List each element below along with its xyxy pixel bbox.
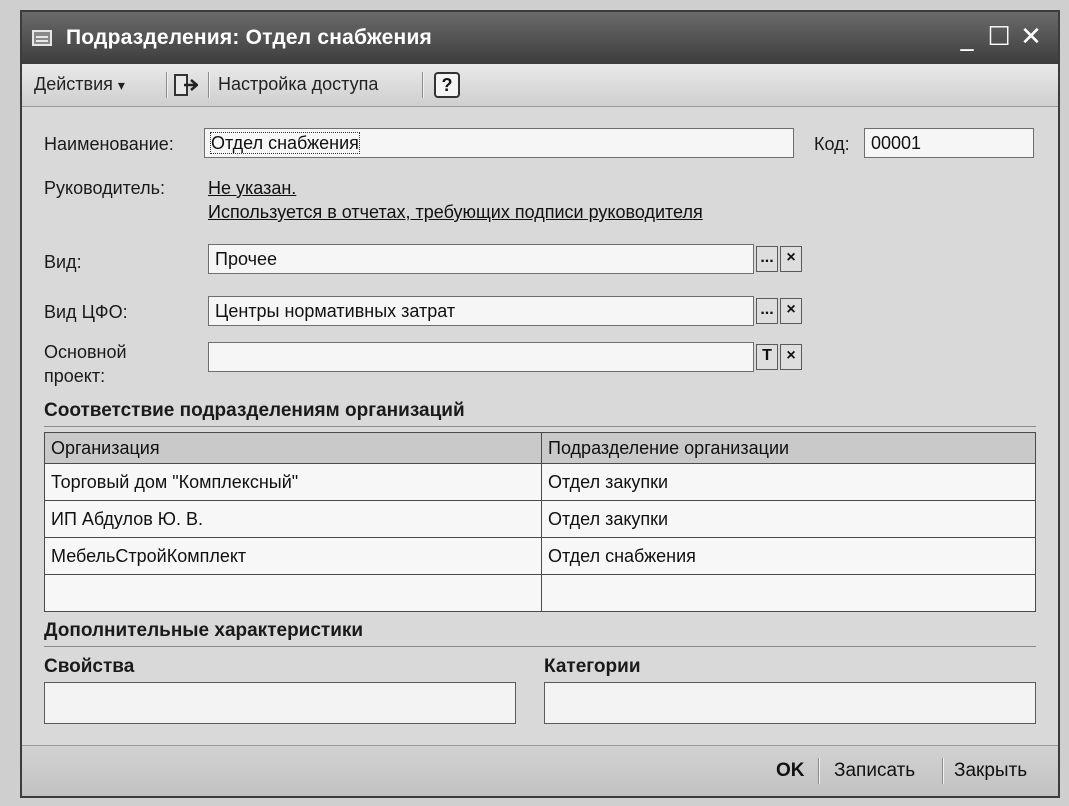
cfo-clear-button[interactable]: × [780, 298, 802, 324]
column-header-organization[interactable]: Организация [45, 433, 542, 464]
name-label: Наименование: [44, 134, 174, 154]
name-value: Отдел снабжения [211, 133, 359, 153]
actions-label: Действия [34, 74, 113, 94]
table-row[interactable] [45, 538, 1036, 575]
project-type-button[interactable]: T [756, 344, 778, 370]
project-label-line2: проект: [44, 366, 106, 386]
head-label: Руководитель: [44, 178, 165, 198]
project-clear-button[interactable]: × [780, 344, 802, 370]
save-button[interactable]: Записать [834, 760, 916, 781]
cell-organization[interactable]: Торговый дом "Комплексный" [45, 464, 542, 501]
type-select-button[interactable]: ... [756, 246, 778, 272]
head-hint-link[interactable]: Используется в отчетах, требующих подписи руководителя [208, 202, 703, 222]
project-label-line1: Основной [44, 342, 127, 362]
table-row[interactable] [45, 464, 1036, 501]
cell-organization[interactable]: ИП Абдулов Ю. В. [45, 501, 542, 538]
exit-icon[interactable] [174, 74, 198, 96]
cell-empty[interactable] [45, 575, 542, 612]
table-row[interactable] [45, 501, 1036, 538]
code-input[interactable]: 00001 [864, 128, 1034, 158]
cfo-select-button[interactable]: ... [756, 298, 778, 324]
cell-organization[interactable]: МебельСтройКомплект [45, 538, 542, 575]
button-separator [818, 758, 819, 784]
divider [44, 426, 1036, 427]
type-label: Вид: [44, 252, 82, 272]
window-title: Подразделения: Отдел снабжения [66, 26, 433, 49]
actions-menu[interactable] [34, 74, 125, 95]
access-settings-button[interactable]: Настройка доступа [218, 74, 379, 94]
cell-department[interactable]: Отдел закупки [542, 501, 1036, 538]
type-input[interactable]: Прочее [208, 244, 754, 274]
name-input[interactable] [204, 128, 794, 158]
cfo-input[interactable]: Центры нормативных затрат [208, 296, 754, 326]
head-link[interactable]: Не указан. [208, 178, 297, 198]
dialog-window [20, 10, 1060, 798]
toolbar [22, 64, 1058, 107]
categories-label: Категории [544, 656, 641, 677]
minimize-button[interactable]: _ [960, 22, 974, 52]
bottom-bar [22, 745, 1058, 796]
toolbar-separator [166, 72, 167, 98]
maximize-button[interactable]: ☐ [987, 22, 1011, 52]
toolbar-separator [422, 72, 423, 98]
help-icon[interactable]: ? [434, 72, 460, 98]
close-window-button[interactable]: ✕ [1020, 22, 1042, 52]
extra-section-title: Дополнительные характеристики [44, 620, 364, 641]
categories-box[interactable] [544, 682, 1036, 724]
properties-label: Свойства [44, 656, 135, 677]
table-header-row [45, 433, 1036, 464]
cell-department[interactable]: Отдел закупки [542, 464, 1036, 501]
button-separator [942, 758, 943, 784]
divider [44, 646, 1036, 647]
close-button[interactable]: Закрыть [954, 760, 1028, 781]
ok-button[interactable]: OK [776, 760, 805, 781]
properties-box[interactable] [44, 682, 516, 724]
mapping-section-title: Соответствие подразделениям организаций [44, 400, 465, 421]
code-label: Код: [814, 134, 850, 154]
column-header-department[interactable]: Подразделение организации [542, 433, 1036, 464]
toolbar-separator [208, 72, 209, 98]
type-clear-button[interactable]: × [780, 246, 802, 272]
title-bar[interactable] [22, 12, 1058, 64]
window-icon [32, 30, 52, 46]
cfo-label: Вид ЦФО: [44, 302, 128, 322]
cell-empty[interactable] [542, 575, 1036, 612]
chevron-down-icon: ▾ [117, 77, 125, 93]
cell-department[interactable]: Отдел снабжения [542, 538, 1036, 575]
mapping-table[interactable] [44, 432, 1036, 612]
table-row-empty[interactable] [45, 575, 1036, 612]
project-input[interactable] [208, 342, 754, 372]
